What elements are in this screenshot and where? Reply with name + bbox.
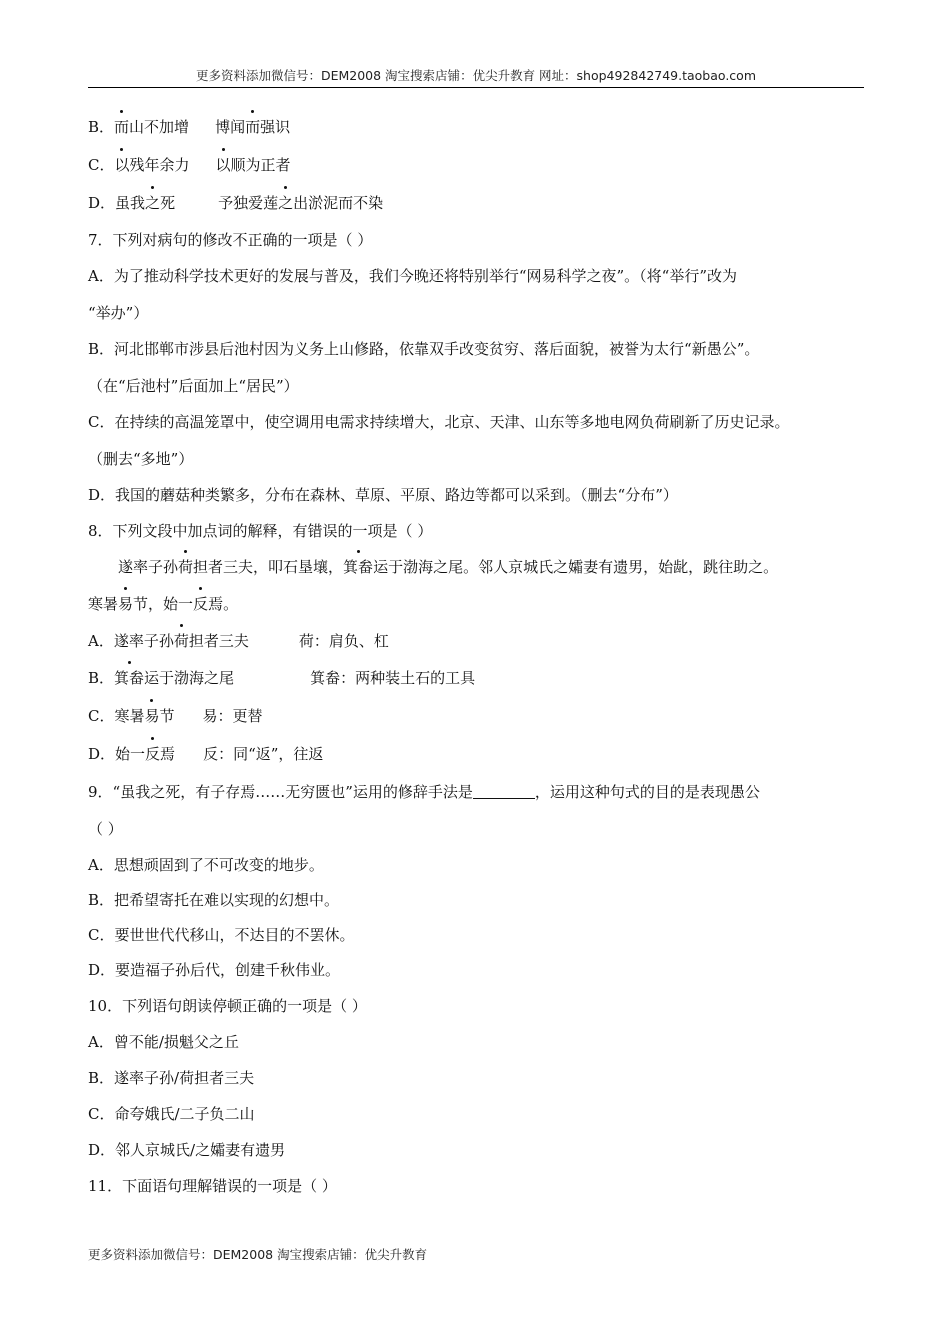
page-footer: 更多资料添加微信号：DEM2008 淘宝搜索店铺：优尖升教育 (88, 1247, 428, 1262)
q8-option-c: C．寒暑易节 易：更替 (88, 703, 263, 729)
q7-option-a-cont: “举办”） (88, 304, 149, 322)
dotted-word: 箕畚 (343, 554, 373, 580)
q10-option-d: D．邻人京城氏/之孀妻有遗男 (88, 1141, 286, 1159)
q11-stem: 11．下面语句理解错误的一项是（ ） (88, 1177, 337, 1195)
dotted-word: 荷 (174, 628, 189, 654)
dotted-word: 易 (118, 591, 133, 617)
dotted-word: 反 (193, 591, 208, 617)
q7-option-b: B．河北邯郸市涉县后池村因为义务上山修路，依靠双手改变贫穷、落后面貌，被誉为太行“新愚公”。 (88, 340, 760, 358)
q9-stem: 9．“虽我之死，有子存焉……无穷匮也”运用的修辞手法是 ，运用这种句式的目的是表现愚公 (88, 783, 760, 801)
q7-option-c: C．在持续的高温笼罩中，使空调用电需求持续增大，北京、天津、山东等多地电网负荷刷新了历史记录。 (88, 413, 790, 431)
dotted-word: 而 (245, 114, 260, 140)
q7-option-c-cont: （删去“多地”） (88, 450, 194, 468)
answer-blank (473, 782, 535, 799)
q10-option-a: A．曾不能/损魁父之丘 (88, 1033, 239, 1051)
q9-paren: （ ） (88, 820, 123, 838)
q8-option-a: A．遂率子孙荷担者三夫 荷：肩负、杠 (88, 628, 389, 654)
dotted-word: 易 (144, 703, 159, 729)
dotted-word: 以 (114, 152, 129, 178)
dotted-word: 之 (145, 190, 160, 216)
page-header: 更多资料添加微信号：DEM2008 淘宝搜索店铺：优尖升教育 网址：shop492842749.taobao.com (88, 66, 864, 88)
q10-stem: 10．下列语句朗读停顿正确的一项是（ ） (88, 997, 367, 1015)
q9-option-b: B．把希望寄托在难以实现的幻想中。 (88, 891, 340, 909)
q8-passage-line1: 遂率子孙荷担者三夫，叩石垦壤，箕畚运于渤海之尾。邻人京城氏之孀妻有遗男，始龀，跳往助之。 (118, 554, 778, 580)
q7-option-a: A．为了推动科学技术更好的发展与普及，我们今晚还将特别举行“网易科学之夜”。（将“举行”改为 (88, 267, 738, 285)
q6-option-b: B．而山不加增 博闻而强识 (88, 114, 290, 140)
q10-option-b: B．遂率子孙/荷担者三夫 (88, 1069, 255, 1087)
dotted-word: 箕畚 (114, 665, 144, 691)
q10-option-c: C．命夸娥氏/二子负二山 (88, 1105, 255, 1123)
q7-stem: 7．下列对病句的修改不正确的一项是（ ） (88, 231, 373, 249)
dotted-word: 反 (145, 741, 160, 767)
q8-option-b: B．箕畚运于渤海之尾 箕畚：两种装土石的工具 (88, 665, 475, 691)
q9-option-a: A．思想顽固到了不可改变的地步。 (88, 856, 324, 874)
q9-option-c: C．要世世代代移山，不达目的不罢休。 (88, 926, 355, 944)
dotted-word: 荷 (178, 554, 193, 580)
q9-option-d: D．要造福子孙后代，创建千秋伟业。 (88, 961, 341, 979)
q6-option-c: C．以残年余力 以顺为正者 (88, 152, 291, 178)
dotted-word: 而 (114, 114, 129, 140)
q8-passage-line2: 寒暑易节，始一反焉。 (88, 591, 238, 617)
q8-option-d: D．始一反焉 反：同“返”，往返 (88, 741, 323, 767)
dotted-word: 以 (216, 152, 231, 178)
q7-option-b-cont: （在“后池村”后面加上“居民”） (88, 377, 299, 395)
q8-stem: 8．下列文段中加点词的解释，有错误的一项是（ ） (88, 522, 433, 540)
dotted-word: 之 (278, 190, 293, 216)
q6-option-d: D．虽我之死 予独爱莲之出淤泥而不染 (88, 190, 383, 216)
q7-option-d: D．我国的蘑菇种类繁多，分布在森林、草原、平原、路边等都可以采到。（删去“分布”） (88, 486, 678, 504)
